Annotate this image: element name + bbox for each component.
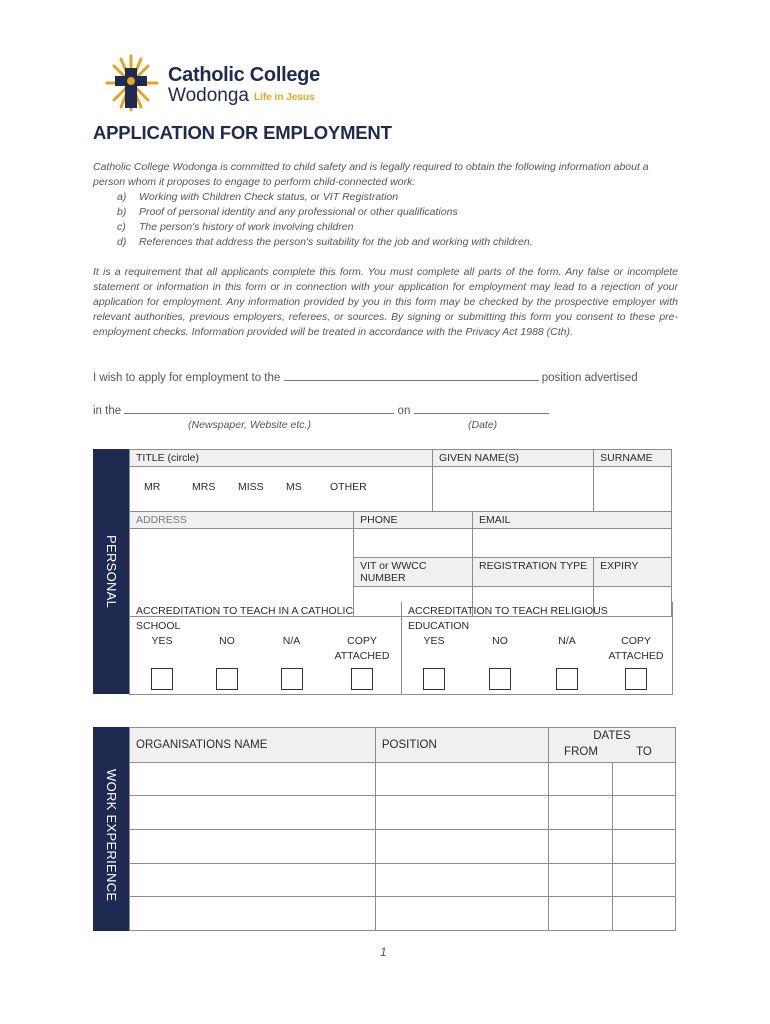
given-name-input[interactable]: [432, 467, 593, 512]
position-input[interactable]: [375, 796, 548, 830]
religious-no-checkbox[interactable]: [489, 668, 511, 690]
title-mrs[interactable]: MRS: [192, 481, 216, 493]
position-field[interactable]: [284, 370, 539, 381]
religious-yes-checkbox[interactable]: [423, 668, 445, 690]
catholic-no-checkbox[interactable]: [216, 668, 238, 690]
page-title: APPLICATION FOR EMPLOYMENT: [93, 122, 392, 143]
accred-religious-label: ACCREDITATION TO TEACH RELIGIOUS EDUCATION: [408, 605, 608, 632]
to-label: TO: [636, 746, 652, 758]
table-row: [130, 796, 676, 830]
table-row: [130, 864, 676, 897]
to-input[interactable]: [613, 796, 676, 830]
logo-name-line2: Wodonga: [168, 85, 249, 106]
source-hint: (Newspaper, Website etc.): [188, 419, 311, 431]
org-input[interactable]: [130, 796, 376, 830]
dates-label: DATES: [593, 730, 631, 742]
logo-tagline: Life in Jesus: [254, 92, 315, 103]
catholic-na-checkbox[interactable]: [281, 668, 303, 690]
date-field[interactable]: [414, 403, 549, 414]
table-row: [130, 897, 676, 931]
logo-name-line1: Catholic College: [168, 64, 320, 86]
religious-no-label: NO: [492, 635, 508, 647]
table-row: [130, 830, 676, 864]
personal-table: [129, 449, 672, 617]
work-label: WORK EXPERIENCE: [104, 769, 119, 902]
surname-input[interactable]: [594, 467, 672, 512]
to-input[interactable]: [613, 830, 676, 864]
list-item: a) Working with Children Check status, or VIT Registration: [117, 191, 399, 203]
phone-input[interactable]: [354, 529, 473, 558]
org-name-header: ORGANISATIONS NAME: [130, 728, 376, 763]
position-input[interactable]: [375, 864, 548, 897]
date-hint: (Date): [468, 419, 498, 431]
religious-copy-label: COPY ATTACHED: [608, 635, 664, 662]
title-header: TITLE (circle): [130, 450, 433, 467]
org-input[interactable]: [130, 830, 376, 864]
work-table: [129, 727, 676, 931]
from-label: FROM: [564, 746, 598, 758]
catholic-yes-label: YES: [151, 635, 173, 647]
title-miss[interactable]: MISS: [238, 481, 264, 493]
address-header: ADDRESS: [130, 512, 354, 529]
surname-header: SURNAME: [594, 450, 672, 467]
requirements-list: [117, 190, 677, 250]
list-item: c) The person's history of work involving children: [117, 221, 354, 233]
registration-type-header: REGISTRATION TYPE: [473, 558, 594, 587]
vit-header: VIT or WWCC NUMBER: [354, 558, 473, 587]
title-mr[interactable]: MR: [144, 481, 161, 493]
org-input[interactable]: [130, 864, 376, 897]
title-ms[interactable]: MS: [286, 481, 302, 493]
accred-catholic-label: ACCREDITATION TO TEACH IN A CATHOLIC SCHOOL: [136, 605, 354, 632]
org-input[interactable]: [130, 763, 376, 796]
advertised-line: in the on: [93, 403, 683, 417]
personal-sidebar: [93, 449, 129, 694]
to-input[interactable]: [613, 897, 676, 931]
accred-religious-cell: [402, 602, 673, 694]
catholic-copy-label: COPY ATTACHED: [334, 635, 390, 662]
title-other[interactable]: OTHER: [330, 481, 367, 493]
list-item: b) Proof of personal identity and any professional or other qualifications: [117, 206, 458, 218]
religious-yes-label: YES: [423, 635, 445, 647]
from-input[interactable]: [548, 830, 613, 864]
from-input[interactable]: [548, 796, 613, 830]
table-row: [130, 763, 676, 796]
intro-text: Catholic College Wodonga is committed to child safety and is legally required to obtain the following information about a person whom it proposes to engage to perform child-connected work:: [93, 161, 649, 188]
email-input[interactable]: [473, 529, 672, 558]
apply-line: I wish to apply for employment to the position advertised: [93, 372, 638, 384]
work-sidebar: [93, 727, 129, 931]
catholic-yes-checkbox[interactable]: [151, 668, 173, 690]
catholic-copy-checkbox[interactable]: [351, 668, 373, 690]
list-item: d) References that address the person's suitability for the job and working with children.: [117, 236, 533, 248]
from-input[interactable]: [548, 897, 613, 931]
religious-copy-checkbox[interactable]: [625, 668, 647, 690]
dates-header: [548, 728, 675, 763]
source-field[interactable]: [124, 403, 394, 414]
to-input[interactable]: [613, 763, 676, 796]
position-input[interactable]: [375, 763, 548, 796]
from-input[interactable]: [548, 864, 613, 897]
expiry-header: EXPIRY: [594, 558, 672, 587]
catholic-no-label: NO: [219, 635, 235, 647]
title-options: [130, 467, 433, 512]
email-header: EMAIL: [473, 512, 672, 529]
accreditation-table: [129, 602, 673, 695]
given-name-header: GIVEN NAME(S): [432, 450, 593, 467]
to-input[interactable]: [613, 864, 676, 897]
org-input[interactable]: [130, 897, 376, 931]
requirement-text: It is a requirement that all applicants complete this form. You must complete all parts of the form. Any false or incomplete statement or information in this form or in connection with your application for employment may lead to a rejection of your application for employment. Any information provided by you in this form may be checked by the prospective employer with relevant authorities, previous employers, referees, or sources. By signing or submitting this form you consent to these pre-employment checks. Information provided will be treated in accordance with the Privacy Act 1988 (Cth).: [93, 266, 678, 338]
position-input[interactable]: [375, 897, 548, 931]
personal-label: PERSONAL: [104, 535, 119, 609]
catholic-na-label: N/A: [282, 635, 301, 647]
from-input[interactable]: [548, 763, 613, 796]
page-number: 1: [380, 945, 387, 959]
religious-na-label: N/A: [558, 635, 576, 647]
religious-na-checkbox[interactable]: [556, 668, 578, 690]
phone-header: PHONE: [354, 512, 473, 529]
accred-catholic-cell: [130, 602, 402, 694]
position-header: POSITION: [375, 728, 548, 763]
position-input[interactable]: [375, 830, 548, 864]
